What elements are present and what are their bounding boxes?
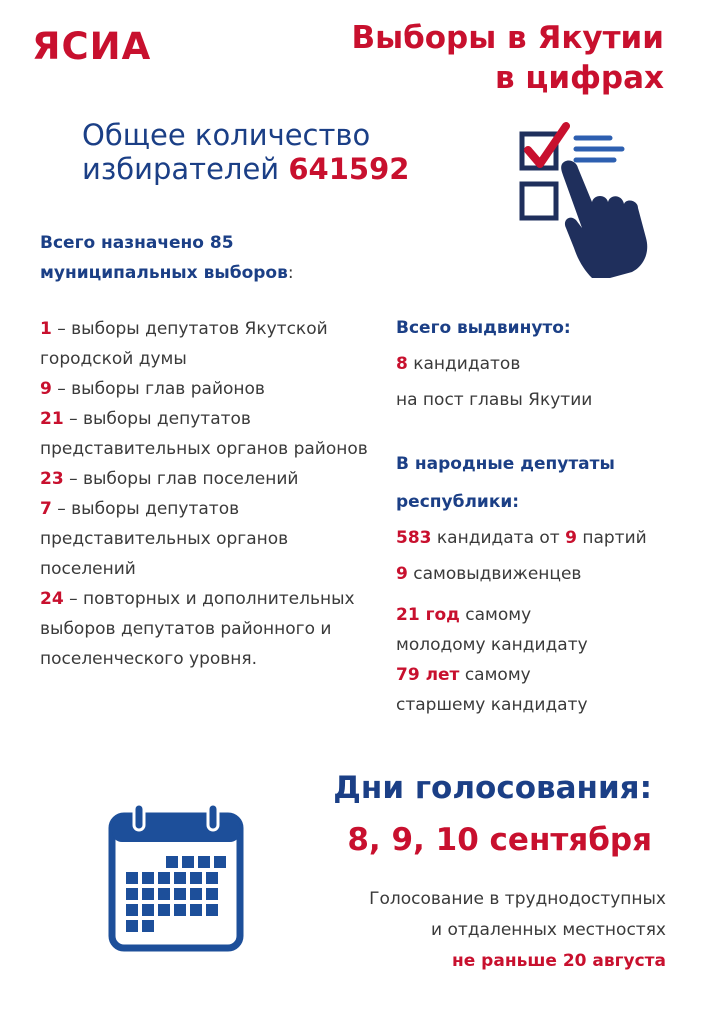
list-item: 9 – выборы глав районов — [40, 379, 265, 399]
remote-voting-note — [369, 884, 666, 977]
checklist-hand-icon — [514, 120, 664, 278]
list-item: 7 – выборы депутатов представительных органов поселений — [40, 499, 289, 579]
municipal-heading-line1: Всего назначено 85 — [40, 233, 234, 253]
remote-note-line1: Голосование в труднодоступных — [369, 889, 666, 909]
voters-total — [82, 118, 409, 186]
page-title — [351, 18, 664, 98]
deputies-heading-line2: республики: — [396, 492, 520, 512]
list-item: 24 – повторных и дополнительных выборов депутатов районного и поселенческого уровня. — [40, 589, 355, 669]
deputies-self-nominated: 9 самовыдвиженцев — [396, 564, 582, 584]
deputies-candidates: 583 кандидата от 9 партий — [396, 528, 647, 548]
youngest-candidate-text: молодому кандидату — [396, 635, 588, 655]
logo — [30, 25, 151, 69]
oldest-candidate-text: старшему кандидату — [396, 695, 588, 715]
voters-line2 — [82, 152, 409, 186]
logo-text: ЯСИА — [32, 25, 152, 68]
voting-dates: 8, 9, 10 сентября — [347, 822, 652, 858]
list-item: 1 – выборы депутатов Якутской городской думы — [40, 319, 328, 369]
oldest-candidate: 79 лет самому — [396, 665, 531, 685]
municipal-heading-line2: муниципальных выборов: — [40, 263, 294, 283]
head-candidates-heading: Всего выдвинуто: — [396, 318, 571, 338]
youngest-candidate: 21 год самому — [396, 605, 532, 625]
municipal-list — [40, 314, 370, 674]
head-candidates-count: 8 кандидатов — [396, 354, 521, 374]
calendar-icon — [108, 802, 244, 952]
municipal-heading — [40, 228, 294, 288]
voters-label: избирателей — [82, 152, 289, 186]
voting-days-heading: Дни голосования: — [333, 770, 652, 806]
page-title-line2: в цифрах — [495, 60, 664, 96]
remote-note-date: не раньше 20 августа — [451, 951, 666, 971]
deputies-heading-line1: В народные депутаты — [396, 454, 615, 474]
list-item: 23 – выборы глав поселений — [40, 469, 299, 489]
voters-count: 641592 — [288, 152, 410, 186]
list-item: 21 – выборы депутатов представительных органов районов — [40, 409, 368, 459]
voters-line1: Общее количество — [82, 118, 371, 152]
remote-note-line2: и отдаленных местностях — [431, 920, 666, 940]
page-title-line1: Выборы в Якутии — [351, 20, 664, 56]
head-candidates-post: на пост главы Якутии — [396, 390, 593, 410]
candidates-column — [396, 310, 696, 720]
